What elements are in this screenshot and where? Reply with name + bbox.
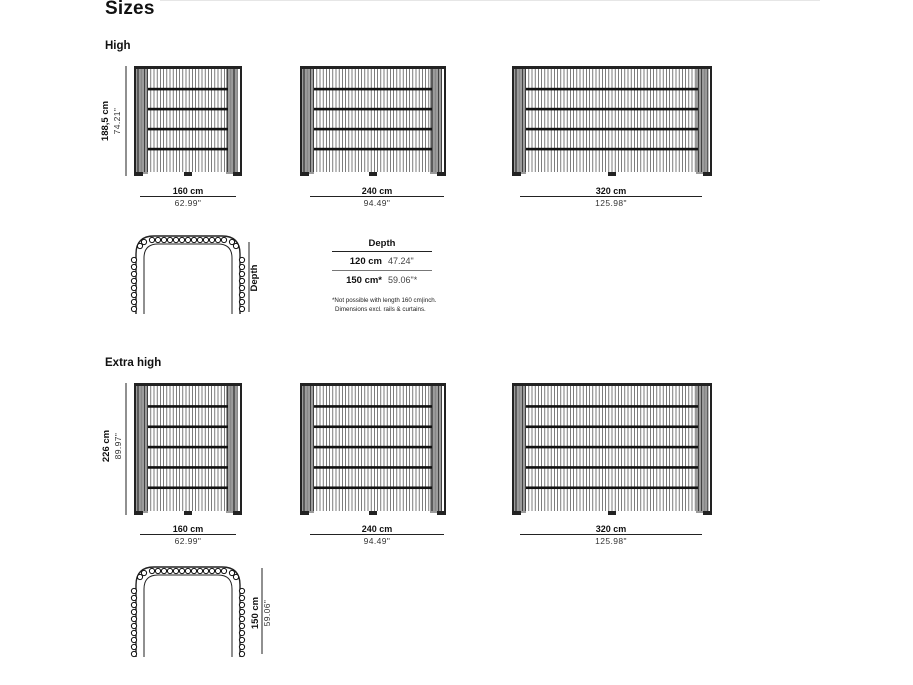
high-width-320-in: 125.98" <box>595 198 627 208</box>
depth-in: 47.24" <box>388 256 414 266</box>
high-elevation-320 <box>512 66 712 176</box>
high-side-view <box>130 232 246 314</box>
section-label-extra-high: Extra high <box>105 357 162 369</box>
high-width-240-in: 94.49" <box>363 198 391 208</box>
depth-table-header: Depth <box>332 238 432 252</box>
xhigh-elevation-240 <box>300 383 446 515</box>
xhigh-depth-cm: 150 cm <box>250 596 261 630</box>
dimension-line <box>520 196 702 197</box>
footnote-line: *Not possible with length 160 cm|inch. <box>332 297 437 304</box>
top-divider <box>160 0 820 1</box>
depth-in: 59.06"* <box>388 275 418 285</box>
xhigh-side-view <box>130 563 246 657</box>
xhigh-elevation-160 <box>134 383 242 515</box>
table-row <box>332 270 432 289</box>
dimension-line <box>310 196 444 197</box>
xhigh-width-320-cm: 320 cm <box>595 524 627 534</box>
xhigh-height-in: 89.97" <box>113 432 123 460</box>
dimension-line <box>520 534 702 535</box>
footnote <box>332 296 482 314</box>
xhigh-width-240-cm: 240 cm <box>361 524 393 534</box>
dimension-line <box>140 196 236 197</box>
xhigh-width-240-in: 94.49" <box>363 536 391 546</box>
high-width-240-cm: 240 cm <box>361 186 393 196</box>
high-width-160-in: 62.99" <box>174 198 202 208</box>
high-elevation-160 <box>134 66 242 176</box>
xhigh-depth-in: 59.06" <box>262 599 272 627</box>
page-title: Sizes <box>105 0 155 19</box>
xhigh-width-160-in: 62.99" <box>174 536 202 546</box>
xhigh-height-line <box>124 383 128 517</box>
table-row <box>332 252 432 270</box>
high-elevation-240 <box>300 66 446 176</box>
high-width-160-cm: 160 cm <box>172 186 204 196</box>
depth-cm: 150 cm* <box>346 274 382 286</box>
dimension-line <box>140 534 236 535</box>
depth-cm: 120 cm <box>349 255 382 267</box>
high-height-line <box>124 66 128 178</box>
xhigh-width-160-cm: 160 cm <box>172 524 204 534</box>
high-height-cm: 188,5 cm <box>100 100 111 142</box>
xhigh-width-320-in: 125.98" <box>595 536 627 546</box>
depth-label: Depth <box>249 264 260 292</box>
xhigh-height-cm: 226 cm <box>101 429 112 463</box>
dimension-line <box>310 534 444 535</box>
high-height-in: 74.21" <box>112 107 122 135</box>
depth-table <box>332 238 432 289</box>
high-width-320-cm: 320 cm <box>595 186 627 196</box>
footnote-line: Dimensions excl. rails & curtains. <box>335 306 426 313</box>
xhigh-elevation-320 <box>512 383 712 515</box>
section-label-high: High <box>105 40 131 52</box>
